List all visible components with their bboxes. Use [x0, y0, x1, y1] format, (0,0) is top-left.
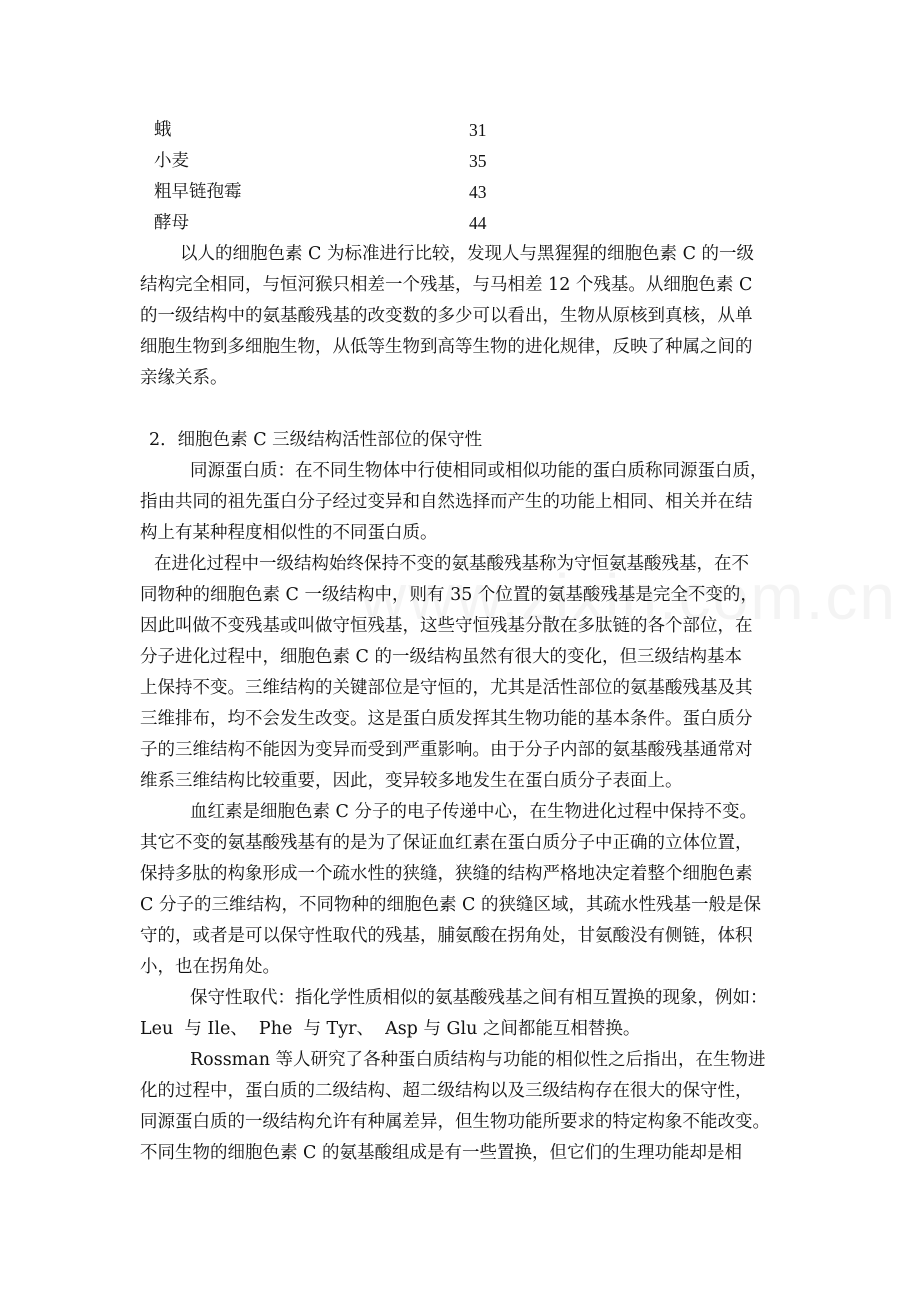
text-line: 构上有某种程度相似性的不同蛋白质。 — [140, 523, 438, 543]
text-line: 因此叫做不变残基或叫做守恒残基，这些守恒残基分散在多肽链的各个部位，在 — [140, 616, 753, 636]
text-line: 以人的细胞色素 C 为标准进行比较，发现人与黑猩猩的细胞色素 C 的一级 — [180, 244, 755, 264]
text-line: 上保持不变。三维结构的关键部位是守恒的，尤其是活性部位的氨基酸残基及其 — [140, 678, 753, 698]
text-line: 同物种的细胞色素 C 一级结构中，则有 35 个位置的氨基酸残基是完全不变的， — [140, 585, 758, 605]
text-line: 小，也在拐角处。 — [140, 957, 280, 977]
table-cell-organism: 粗早链孢霉 — [154, 182, 242, 202]
table-cell-value: 31 — [469, 120, 487, 140]
text-line: 同源蛋白质：在不同生物体中行使相同或相似功能的蛋白质称同源蛋白质， — [190, 461, 768, 481]
text-line: 同源蛋白质的一级结构允许有种属差异，但生物功能所要求的特定构象不能改变。 — [140, 1112, 770, 1132]
text-line: 不同生物的细胞色素 C 的氨基酸组成是有一些置换，但它们的生理功能却是相 — [140, 1143, 743, 1163]
text-line: 化的过程中，蛋白质的二级结构、超二级结构以及三级结构存在很大的保守性， — [140, 1081, 753, 1101]
text-line: C 分子的三维结构，不同物种的细胞色素 C 的狭缝区域，其疏水性残基一般是保 — [140, 895, 761, 915]
text-line: 其它不变的氨基酸残基有的是为了保证血红素在蛋白质分子中正确的立体位置， — [140, 833, 753, 853]
text-line: 分子进化过程中，细胞色素 C 的一级结构虽然有很大的变化，但三级结构基本 — [140, 647, 743, 667]
text-line: 子的三维结构不能因为变异而受到严重影响。由于分子内部的氨基酸残基通常对 — [140, 740, 753, 760]
text-line: 守的，或者是可以保守性取代的残基，脯氨酸在拐角处，甘氨酸没有侧链，体积 — [140, 926, 753, 946]
table-cell-value: 35 — [469, 151, 487, 171]
text-line: 细胞生物到多细胞生物，从低等生物到高等生物的进化规律，反映了种属之间的 — [140, 337, 753, 357]
text-line: 维系三维结构比较重要，因此，变异较多地发生在蛋白质分子表面上。 — [140, 771, 683, 791]
text-line: 结构完全相同，与恒河猴只相差一个残基，与马相差 12 个残基。从细胞色素 C — [140, 275, 753, 295]
table-cell-value: 44 — [469, 213, 487, 233]
table-cell-organism: 酵母 — [154, 213, 189, 233]
text-line: 保守性取代：指化学性质相似的氨基酸残基之间有相互置换的现象，例如： — [190, 988, 768, 1008]
section-heading: 2．细胞色素 C 三级结构活性部位的保守性 — [149, 430, 483, 450]
text-line: 血红素是细胞色素 C 分子的电子传递中心，在生物进化过程中保持不变。 — [190, 802, 758, 822]
text-line: Leu 与 Ile、 Phe 与 Tyr、 Asp 与 Glu 之间都能互相替换。 — [140, 1019, 641, 1039]
text-line: 指由共同的祖先蛋白分子经过变异和自然选择而产生的功能上相同、相关并在结 — [140, 492, 753, 512]
text-line: 三维排布，均不会发生改变。这是蛋白质发挥其生物功能的基本条件。蛋白质分 — [140, 709, 753, 729]
text-line: 亲缘关系。 — [140, 368, 228, 388]
table-cell-value: 43 — [469, 182, 487, 202]
text-line: Rossman 等人研究了各种蛋白质结构与功能的相似性之后指出，在生物进 — [190, 1050, 766, 1070]
table-cell-organism: 蛾 — [154, 120, 172, 140]
table-cell-organism: 小麦 — [154, 151, 189, 171]
text-line: 的一级结构中的氨基酸残基的改变数的多少可以看出，生物从原核到真核，从单 — [140, 306, 753, 326]
text-line: 保持多肽的构象形成一个疏水性的狭缝，狭缝的结构严格地决定着整个细胞色素 — [140, 864, 753, 884]
text-line: 在进化过程中一级结构始终保持不变的氨基酸残基称为守恒氨基酸残基，在不 — [154, 554, 749, 574]
